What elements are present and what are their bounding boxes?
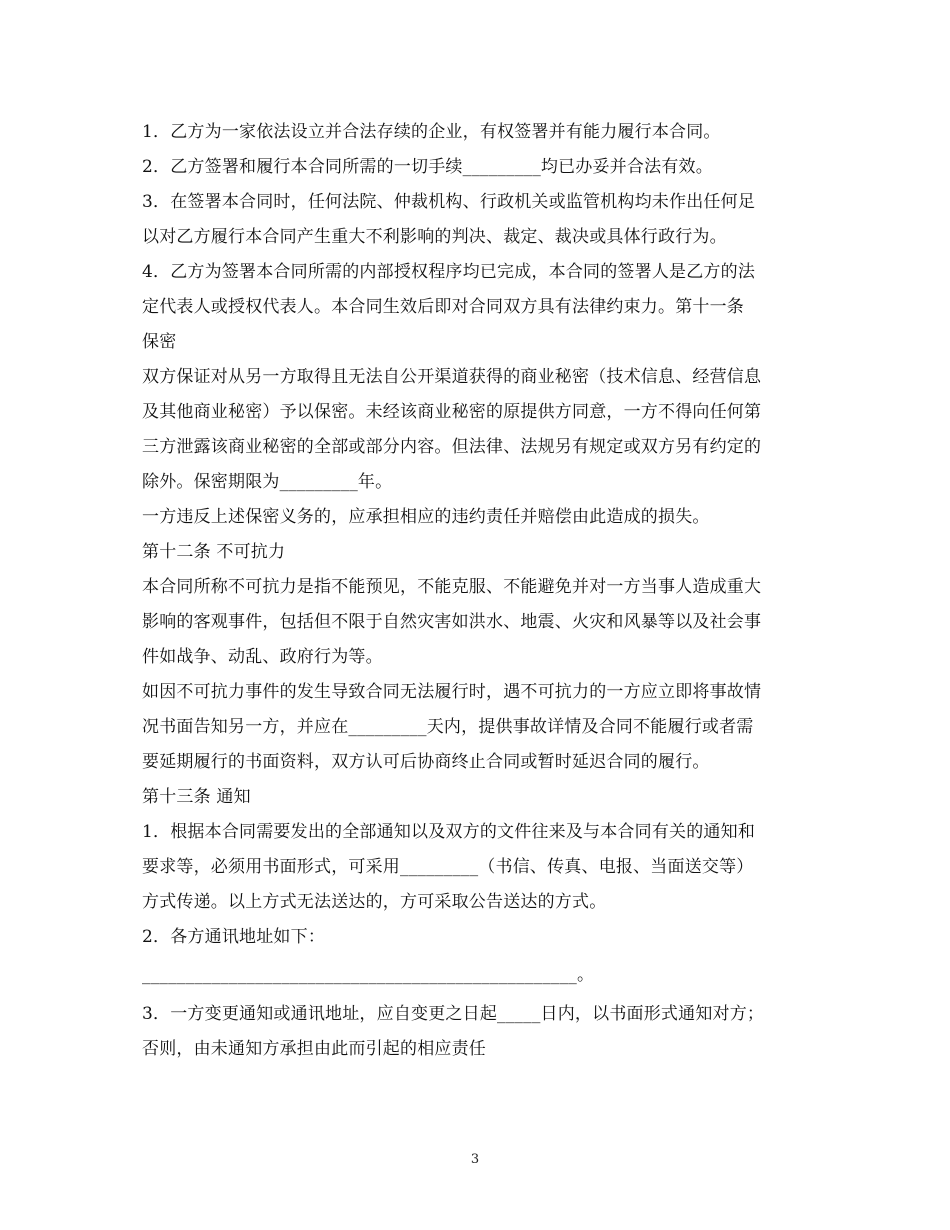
text-line: 况书面告知另一方，并应在_________天内，提供事故详情及合同不能履行或者需	[142, 717, 754, 737]
text-line: 要延期履行的书面资料，双方认可后协商终止合同或暂时延迟合同的履行。	[142, 752, 710, 772]
text-line: 一方违反上述保密义务的，应承担相应的违约责任并赔偿由此造成的损失。	[142, 507, 710, 527]
text-line: 及其他商业秘密）予以保密。未经该商业秘密的原提供方同意，一方不得向任何第	[142, 402, 762, 422]
text-line: 3．在签署本合同时，任何法院、仲裁机构、行政机关或监管机构均未作出任何足	[142, 192, 756, 212]
text-line: 双方保证对从另一方取得且无法自公开渠道获得的商业秘密（技术信息、经营信息	[142, 367, 762, 387]
page-number: 3	[470, 1152, 480, 1167]
text-line: 件如战争、动乱、政府行为等。	[142, 647, 383, 667]
text-line: 要求等，必须用书面形式，可采用_________（书信、传真、电报、当面送交等）	[142, 857, 754, 877]
section-heading: 第十三条 通知	[142, 787, 251, 807]
text-line: 2．乙方签署和履行本合同所需的一切手续_________均已办妥并合法有效。	[142, 157, 713, 177]
text-line: 如因不可抗力事件的发生导致合同无法履行时，遇不可抗力的一方应立即将事故情	[142, 682, 762, 702]
text-line: 三方泄露该商业秘密的全部或部分内容。但法律、法规另有规定或双方另有约定的	[142, 437, 762, 457]
section-heading: 保密	[142, 332, 177, 352]
text-line: 方式传递。以上方式无法送达的，方可采取公告送达的方式。	[142, 892, 607, 912]
section-heading: 第十二条 不可抗力	[142, 542, 286, 562]
text-line: 2．各方通讯地址如下：	[142, 927, 326, 947]
text-line: 定代表人或授权代表人。本合同生效后即对合同双方具有法律约束力。第十一条	[142, 297, 744, 317]
text-line: 本合同所称不可抗力是指不能预见，不能克服、不能避免并对一方当事人造成重大	[142, 577, 762, 597]
address-blank-line: __________________________________________________。	[142, 965, 595, 985]
text-line: 以对乙方履行本合同产生重大不利影响的判决、裁定、裁决或具体行政行为。	[142, 227, 727, 247]
text-line: 4．乙方为签署本合同所需的内部授权程序均已完成，本合同的签署人是乙方的法	[142, 262, 756, 282]
text-line: 3．一方变更通知或通讯地址，应自变更之日起_____日内，以书面形式通知对方；	[142, 1004, 765, 1024]
text-line: 影响的客观事件，包括但不限于自然灾害如洪水、地震、火灾和风暴等以及社会事	[142, 612, 762, 632]
text-line: 否则，由未通知方承担由此而引起的相应责任	[142, 1039, 486, 1059]
text-line: 1．根据本合同需要发出的全部通知以及双方的文件往来及与本合同有关的通知和	[142, 822, 756, 842]
text-line: 除外。保密期限为_________年。	[142, 472, 393, 492]
text-line: 1．乙方为一家依法设立并合法存续的企业，有权签署并有能力履行本合同。	[142, 122, 721, 142]
